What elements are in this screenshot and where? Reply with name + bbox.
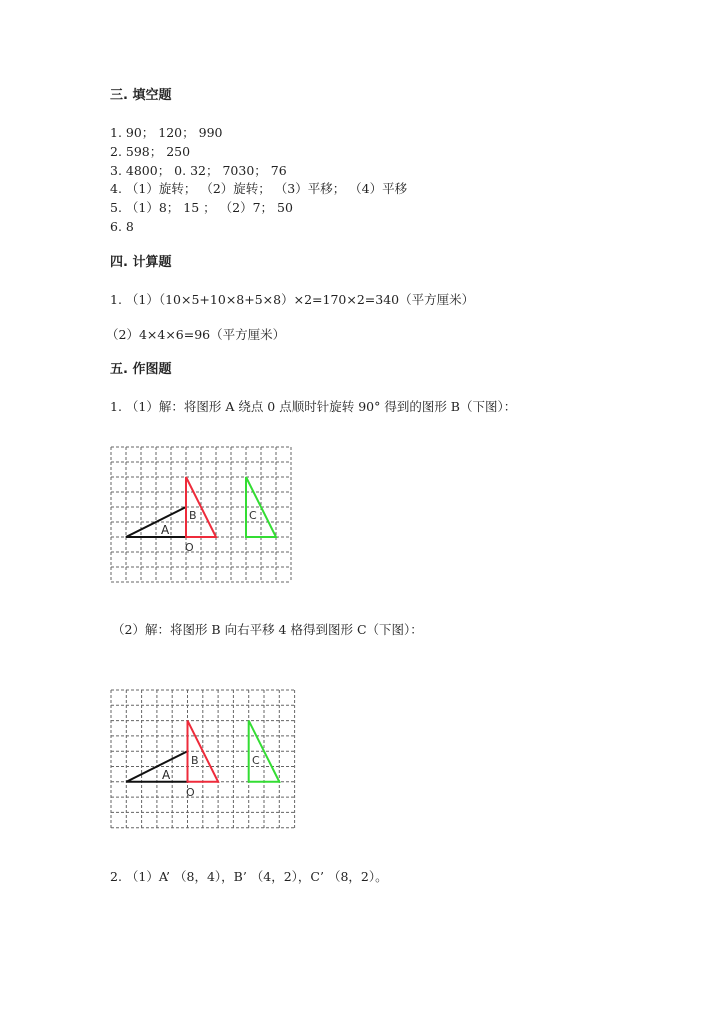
answer-3-3: 3. 4800； 0. 32； 7030； 76 — [110, 163, 287, 178]
answer-3-5: 5. （1）8； 15 ； （2）7； 50 — [110, 200, 293, 215]
rotation-figure — [100, 435, 310, 595]
label-b: B — [191, 754, 199, 767]
answer-3-1: 1. 90； 120； 990 — [110, 125, 223, 140]
section-4-heading: 四. 计算题 — [110, 255, 172, 270]
answer-3-2: 2. 598； 250 — [110, 144, 191, 159]
answer-4-1: 1. （1）（10×5+10×8+5×8）×2=170×2=340（平方厘米） — [110, 292, 475, 307]
section-3-heading: 三. 填空题 — [110, 88, 172, 103]
answer-4-2: （2）4×4×6=96（平方厘米） — [106, 327, 286, 342]
section-5-heading: 五. 作图题 — [110, 362, 172, 377]
label-a: A — [162, 768, 171, 782]
label-o: O — [185, 541, 194, 554]
label-c: C — [252, 754, 260, 767]
label-a: A — [161, 523, 170, 537]
label-c: C — [249, 509, 257, 522]
answer-3-6: 6. 8 — [110, 219, 134, 234]
answer-5-1-2: （2）解：将图形 B 向右平移 4 格得到图形 C（下图）： — [112, 622, 423, 637]
answer-3-4: 4. （1）旋转； （2）旋转； （3）平移； （4）平移 — [110, 181, 408, 196]
label-b: B — [189, 509, 197, 522]
answer-5-1-1: 1. （1）解：将图形 A 绕点 0 点顺时针旋转 90° 得到的图形 B（下图）： — [110, 399, 517, 414]
answer-5-2: 2. （1）A’ （8，4），B’ （4，2），C’ （8，2）。 — [110, 869, 388, 884]
label-o: O — [186, 786, 195, 799]
translation-figure — [100, 680, 310, 840]
